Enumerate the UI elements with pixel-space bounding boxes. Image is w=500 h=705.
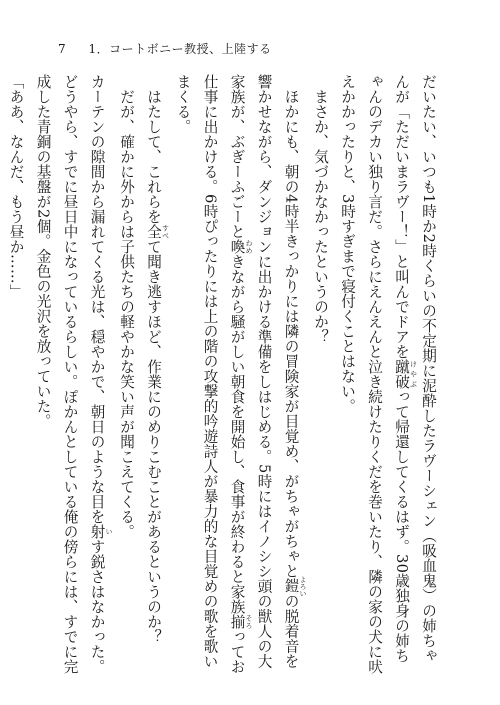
paragraph-p4: はたして、これらを全 すべて聞き逃すほど、作業にのめりこむことがあるというのか？ (145, 88, 170, 644)
paragraph-p6: カーテンの隙間から漏れてくる光は、穏やかで、朝日のような目を射 いす鋭さはなかった。 (88, 74, 113, 674)
paragraph-p2: まさか、気づかなかったというのか？ (312, 88, 329, 344)
page-number: 7 (58, 42, 67, 56)
ruby-annotation: 全 すべ (145, 223, 170, 239)
running-header (58, 40, 272, 57)
paragraph-p1: だいたい、いつも1時か2時くらいの不定期に泥酔したラヴーシェン（吸血鬼）の姉ちゃんが「ただいまラヴー！」と叫んでドアを蹴破 けやぶって帰還してくるはず。30歳独身の姉ちゃんのデカい独り言だ。さらにえんえんと泣き続けたりくだを巻いたり、隣の家の犬に吠えかかったりと、3時すぎまで寝付くことはない。 (339, 74, 437, 674)
ruby-annotation: 鎧 よろい (282, 575, 307, 597)
paragraph-p8: 「ああ、なんだ、もう昼か……」 (7, 74, 25, 299)
ruby-annotation: 揃 そろ (228, 614, 253, 629)
ruby-annotation: 蹴破 けやぶ (393, 359, 418, 389)
ruby-annotation: 喚 わめ (228, 239, 253, 254)
ruby-annotation: 射 い (88, 524, 113, 539)
paragraph-p7: どうやら、すでに昼日中になっているらしい。ぽかんとしている俺の傍らには、すでに完成した青銅の基盤が2個。金色の光沢を放っていた。 (34, 74, 79, 674)
paragraph-p5: だが、確かに外からは子供たちの軽やかな笑い声が聞こえてくる。 (118, 88, 135, 539)
body-text (7, 74, 442, 674)
chapter-title: 1．コートボニー教授、上陸する (88, 42, 272, 56)
paragraph-p3: ほかにも、朝の4時半きっかりには隣の冒険家が目覚め、がちゃがちゃと鎧 よろいの脱着音を響かせながら、ダンジョンに出かける準備をしはじめる。5時にはイノシシ頭の獣人の大家族が、ぶぎーふごーと喚 わめきながら騒がしい朝食を開始し、食事が終わると家族揃 そろってお仕事に出かける。6時ぴったりには上の階の攻撃的吟遊詩人が暴力的な目覚めの歌を歌いまくる。 (174, 74, 307, 674)
